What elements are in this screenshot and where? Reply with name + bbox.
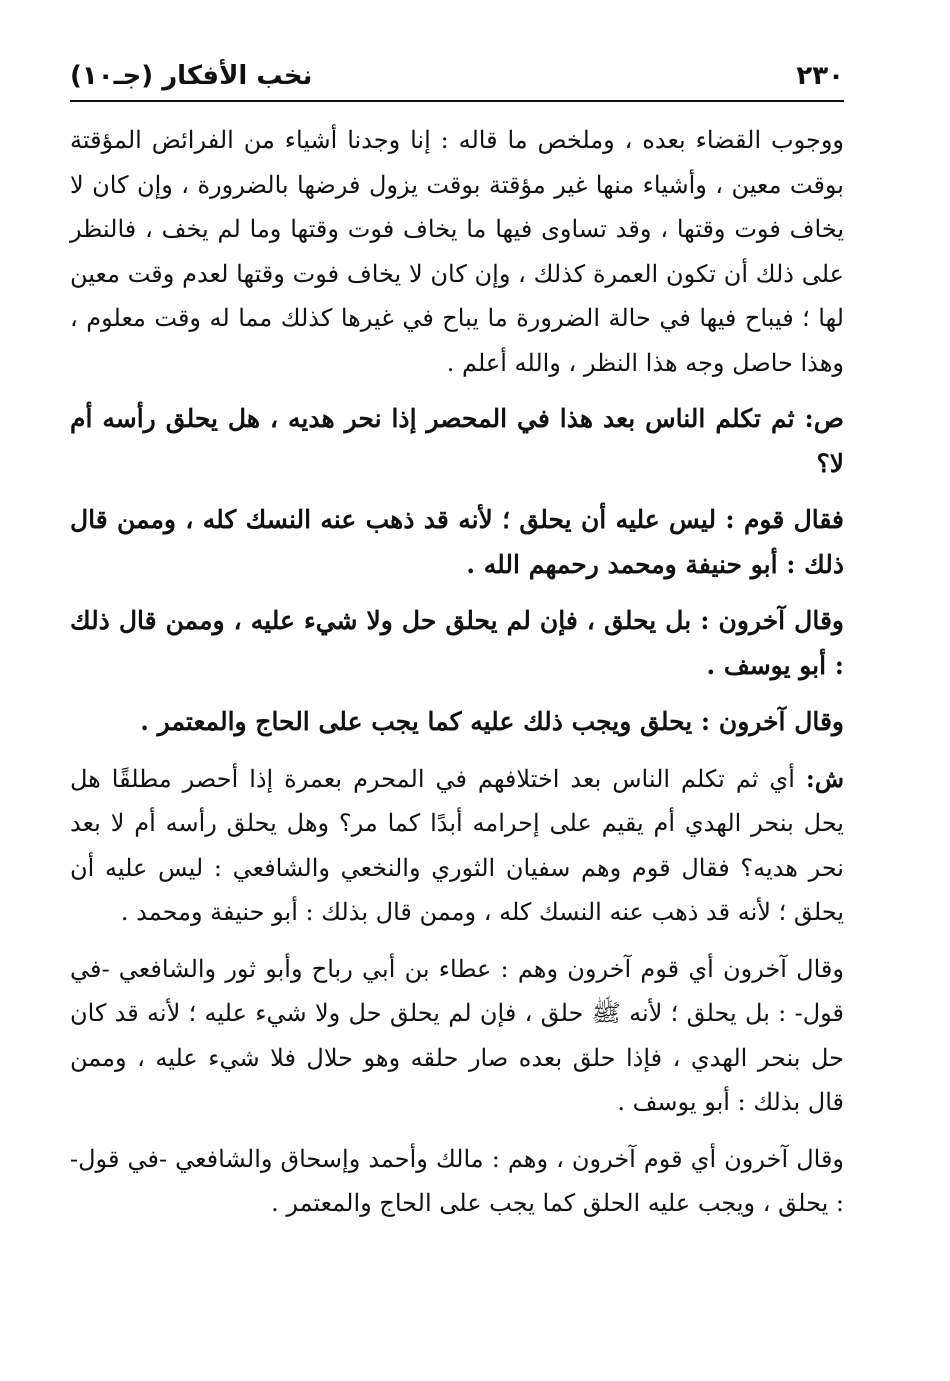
paragraph-text: وقال آخرون : يحلق ويجب ذلك عليه كما يجب على الحاج والمعتمر . — [140, 707, 844, 736]
page-header — [70, 50, 844, 96]
paragraph — [70, 118, 844, 385]
book-title: نخب الأفكار (جـ١٠) — [70, 61, 313, 91]
paragraph-sharh — [70, 757, 844, 935]
paragraph-text: ووجوب القضاء بعده ، وملخص ما قاله : إنا وجدنا أشياء من الفرائض المؤقتة بوقت معين ، وأشياء منها غير مؤقتة بوقت يزول فرضها بالضرورة ، وإن كان لا يخاف فوت وقتها ، وقد تساوى فيها ما يخاف فوت وقتها وما لم يخف ، فالنظر على ذلك أن تكون العمرة كذلك ، وإن كان لا يخاف فوت وقتها لعدم وقت معين لها ؛ فيباح فيها في حالة الضرورة ما يباح في غيرها كذلك مما له وقت معلوم ، وهذا حاصل وجه هذا النظر ، والله أعلم . — [70, 126, 844, 377]
page-number: ٢٣٠ — [796, 61, 844, 91]
paragraph-matn — [70, 599, 844, 688]
paragraph-text: فقال قوم : ليس عليه أن يحلق ؛ لأنه قد ذهب عنه النسك كله ، وممن قال ذلك : أبو حنيفة ومحمد رحمهم الله . — [70, 505, 844, 579]
header-rule — [70, 100, 844, 102]
paragraph-text: وقال آخرون أي قوم آخرون وهم : عطاء بن أبي رباح وأبو ثور والشافعي -في قول- : بل يحلق ؛ لأنه ﷺ حلق ، فإن لم يحلق حل ولا شيء عليه ؛ لأنه قد كان حل بنحر الهدي ، فإذا حلق بعده صار حلقه وهو حلال فلا شيء عليه ، وممن قال بذلك : أبو يوسف . — [70, 954, 844, 1116]
paragraph-matn — [70, 700, 844, 745]
sharh-marker: ش: — [805, 763, 844, 793]
paragraph-text: أي ثم تكلم الناس بعد اختلافهم في المحرم بعمرة إذا أحصر مطلقًا هل يحل بنحر الهدي أم يقيم على إحرامه أبدًا كما مر؟ وهل يحلق رأسه أم لا بعد نحر هديه؟ فقال قوم وهم سفيان الثوري والنخعي والشافعي : ليس عليه أن يحلق ؛ لأنه قد ذهب عنه النسك كله ، وممن قال بذلك : أبو حنيفة ومحمد . — [70, 764, 844, 926]
matn-marker: ص: — [804, 404, 844, 433]
paragraph-text: وقال آخرون أي قوم آخرون ، وهم : مالك وأحمد وإسحاق والشافعي -في قول- : يحلق ، ويجب عليه الحلق كما يجب على الحاج والمعتمر . — [70, 1144, 845, 1217]
book-page — [70, 50, 844, 1340]
paragraph — [70, 1137, 844, 1226]
paragraph-matn — [70, 397, 844, 486]
page-content — [70, 118, 844, 1226]
paragraph-matn — [70, 498, 844, 587]
paragraph-text: ثم تكلم الناس بعد هذا في المحصر إذا نحر هديه ، هل يحلق رأسه أم لا؟ — [70, 404, 844, 478]
paragraph-text: وقال آخرون : بل يحلق ، فإن لم يحلق حل ولا شيء عليه ، وممن قال ذلك : أبو يوسف . — [70, 606, 844, 680]
paragraph — [70, 947, 844, 1125]
